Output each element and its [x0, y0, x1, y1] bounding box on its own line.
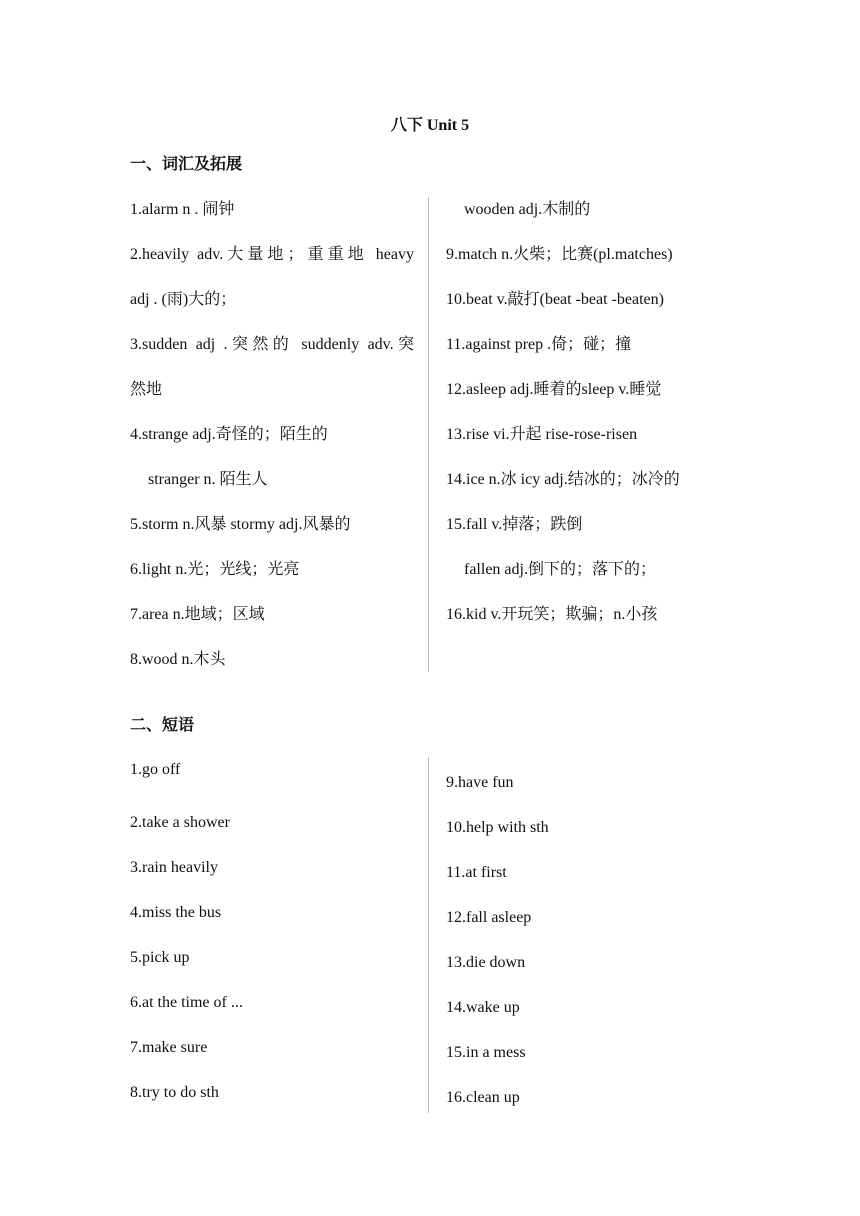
vocab-item-alarm: 1.alarm n . 闹钟 — [130, 201, 235, 218]
phrase-item-in-a-mess: 15.in a mess — [446, 1044, 526, 1061]
vocab-item-beat: 10.beat v.敲打(beat -beat -beaten) — [446, 291, 664, 308]
phrase-item-go-off: 1.go off — [130, 761, 181, 778]
phrase-item-rain-heavily: 3.rain heavily — [130, 859, 218, 876]
phrase-item-at-first: 11.at first — [446, 864, 507, 881]
phrase-item-fall-asleep: 12.fall asleep — [446, 909, 532, 926]
phrase-item-try-to-do-sth: 8.try to do sth — [130, 1084, 219, 1101]
section-heading-vocabulary: 一、词汇及拓展 — [130, 156, 243, 173]
vocab-item-heavily-cont: adj . (雨)大的； — [130, 291, 237, 308]
phrase-item-make-sure: 7.make sure — [130, 1039, 208, 1056]
vocab-item-stranger: stranger n. 陌生人 — [148, 471, 268, 488]
vocab-item-heavily: 2.heavily adv.大量地；重重地 heavy — [130, 246, 414, 263]
vocab-item-asleep: 12.asleep adj.睡着的sleep v.睡觉 — [446, 381, 662, 398]
vocab-item-fall: 15.fall v.掉落；跌倒 — [446, 516, 583, 533]
phrase-item-take-a-shower: 2.take a shower — [130, 814, 230, 831]
vocab-left-column — [130, 187, 414, 682]
phrase-item-clean-up: 16.clean up — [446, 1089, 520, 1106]
vocab-right-column — [428, 197, 739, 672]
vocab-item-sudden-cont: 然地 — [130, 381, 163, 398]
vocab-item-sudden: 3.sudden adj .突然的 suddenly adv.突 — [130, 336, 414, 353]
vocab-item-wood: 8.wood n.木头 — [130, 651, 226, 668]
vocab-item-wooden: wooden adj.木制的 — [464, 201, 591, 218]
vocab-item-fallen: fallen adj.倒下的；落下的； — [464, 561, 656, 578]
phrase-item-pick-up: 5.pick up — [130, 949, 190, 966]
vocab-item-against: 11.against prep .倚；碰；撞 — [446, 336, 632, 353]
phrase-item-at-the-time-of: 6.at the time of ... — [130, 994, 243, 1011]
vocab-item-strange: 4.strange adj.奇怪的；陌生的 — [130, 426, 328, 443]
phrase-item-have-fun: 9.have fun — [446, 774, 514, 791]
vocab-item-rise: 13.rise vi.升起 rise-rose-risen — [446, 426, 638, 443]
vocab-item-light: 6.light n.光；光线；光亮 — [130, 561, 300, 578]
vocab-item-storm: 5.storm n.风暴 stormy adj.风暴的 — [130, 516, 351, 533]
section-heading-phrases: 二、短语 — [130, 717, 195, 734]
phrases-left-column — [130, 747, 414, 1115]
phrases-right-column — [428, 757, 739, 1113]
vocab-item-kid: 16.kid v.开玩笑；欺骗；n.小孩 — [446, 606, 658, 623]
vocab-item-area: 7.area n.地域；区域 — [130, 606, 265, 623]
phrase-item-wake-up: 14.wake up — [446, 999, 520, 1016]
vocab-item-ice: 14.ice n.冰 icy adj.结冰的；冰冷的 — [446, 471, 680, 488]
page-title: 八下 Unit 5 — [390, 117, 470, 134]
vocab-item-match: 9.match n.火柴；比赛(pl.matches) — [446, 246, 673, 263]
phrase-item-help-with-sth: 10.help with sth — [446, 819, 549, 836]
phrase-item-die-down: 13.die down — [446, 954, 526, 971]
phrase-item-miss-the-bus: 4.miss the bus — [130, 904, 222, 921]
